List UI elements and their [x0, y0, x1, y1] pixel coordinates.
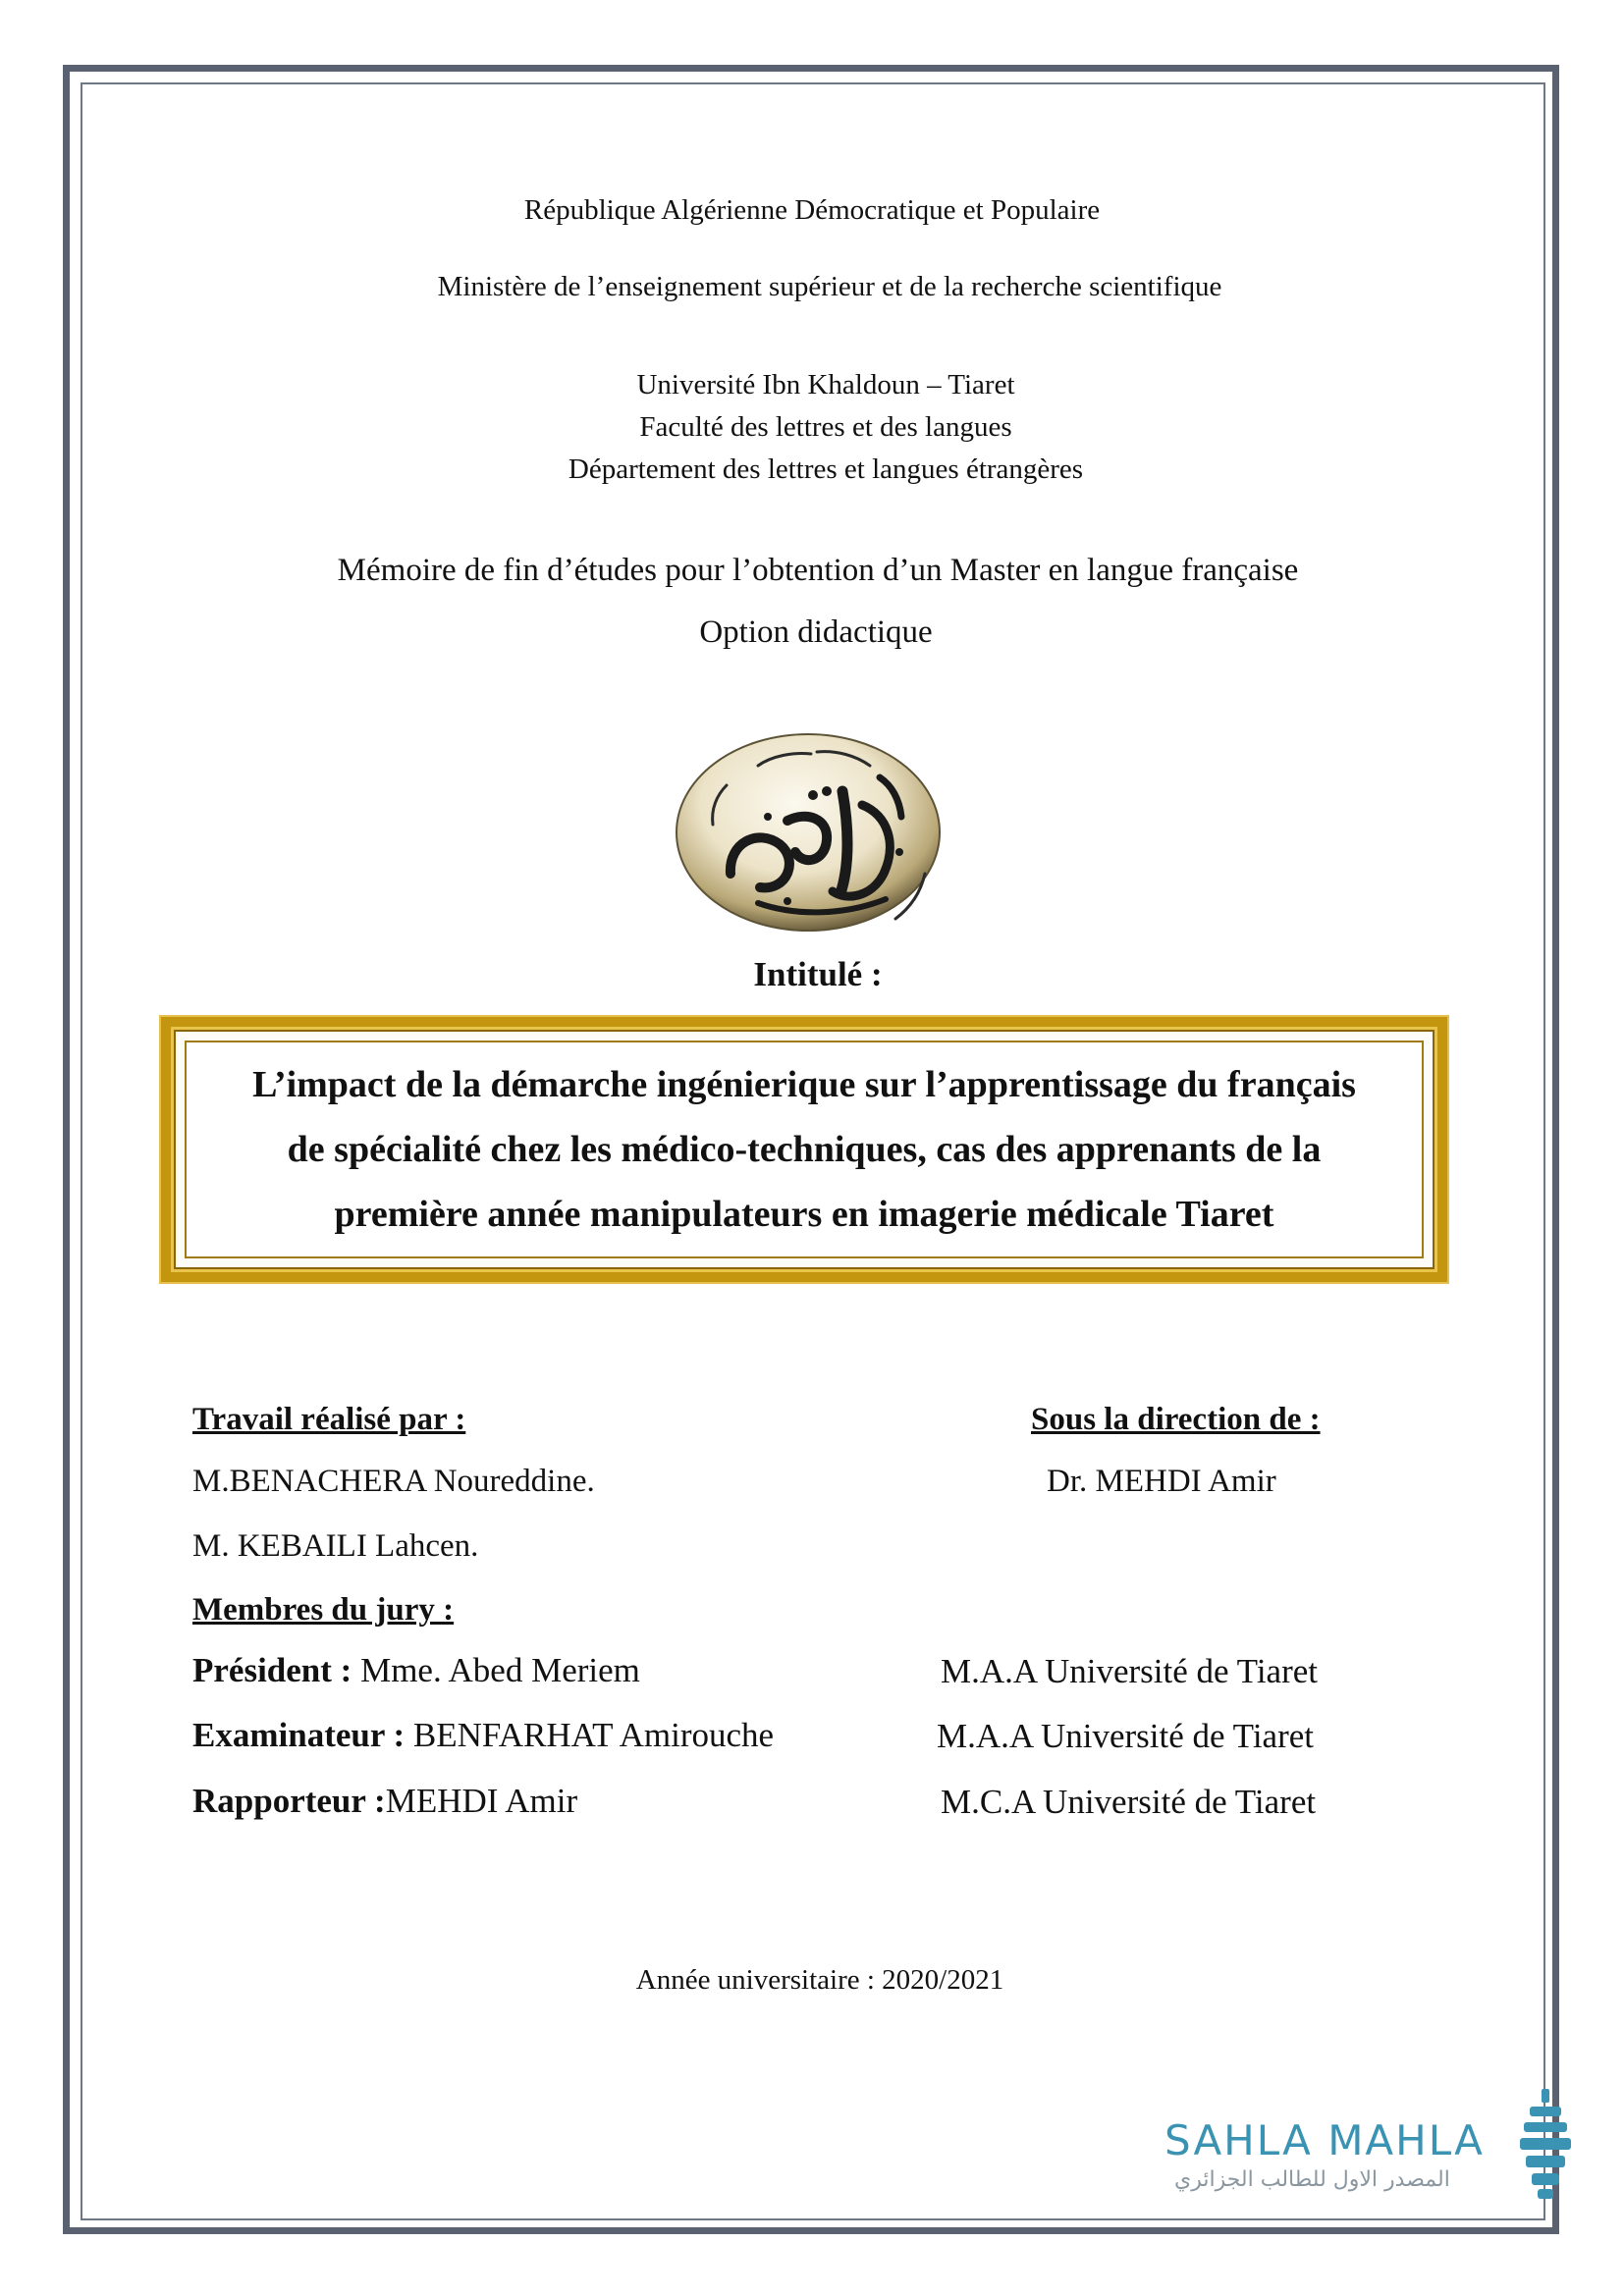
jury-rank: M.A.A Université de Tiaret — [937, 1717, 1315, 1755]
thesis-purpose: Mémoire de fin d’études pour l’obtention d’un Master en langue française — [337, 553, 1299, 588]
ministry-line: Ministère de l’enseignement supérieur et de la recherche scientifique — [437, 271, 1222, 302]
jury-name: BENFARHAT Amirouche — [405, 1716, 775, 1754]
jury-rank: M.A.A Université de Tiaret — [941, 1652, 1319, 1690]
jury-name: MEHDI Amir — [385, 1782, 578, 1820]
author-name-1: M.BENACHERA Noureddine. — [192, 1464, 595, 1499]
republic-line: République Algérienne Démocratique et Populaire — [523, 194, 1101, 226]
supervisor-name: Dr. MEHDI Amir — [1047, 1464, 1276, 1499]
title-line-2: de spécialité chez les médico-techniques, cas des apprenants de la — [287, 1129, 1322, 1170]
university-calligraphy-seal-icon — [670, 726, 947, 938]
author-name-2: M. KEBAILI Lahcen. — [192, 1528, 479, 1564]
jury-heading: Membres du jury : — [192, 1592, 455, 1628]
jury-name: Mme. Abed Meriem — [352, 1651, 640, 1689]
faculty-line: Faculté des lettres et des langues — [639, 411, 1012, 443]
supervision-heading: Sous la direction de : — [1031, 1402, 1321, 1437]
watermark-tagline: المصدر الاول للطالب الجزائري — [1174, 2167, 1450, 2192]
academic-year: Année universitaire : 2020/2021 — [635, 1964, 1004, 1996]
title-panel — [185, 1041, 1424, 1258]
title-line-1: L’impact de la démarche ingénierique sur l’apprentissage du français — [252, 1064, 1356, 1105]
watermark-brand: SAHLA MAHLA — [1164, 2116, 1485, 2164]
jury-role: Examinateur : — [192, 1716, 406, 1754]
sahla-mahla-watermark — [1164, 2087, 1577, 2205]
jury-role: Rapporteur : — [192, 1782, 386, 1820]
jury-rank: M.C.A Université de Tiaret — [941, 1783, 1317, 1821]
jury-member-examinateur — [192, 1716, 774, 1755]
thesis-option: Option didactique — [699, 614, 933, 650]
sahla-mahla-logo-icon — [1516, 2087, 1575, 2203]
jury-member-president — [192, 1651, 640, 1690]
authors-heading: Travail réalisé par : — [192, 1402, 466, 1437]
jury-member-rapporteur — [192, 1782, 577, 1821]
title-line-3: première année manipulateurs en imagerie médicale Tiaret — [334, 1194, 1274, 1235]
jury-role: Président : — [192, 1651, 352, 1689]
title-heading: Intitulé : — [753, 955, 883, 993]
title-frame — [161, 1017, 1447, 1282]
university-line: Université Ibn Khaldoun – Tiaret — [636, 369, 1015, 400]
department-line: Département des lettres et langues étrangères — [568, 454, 1084, 485]
